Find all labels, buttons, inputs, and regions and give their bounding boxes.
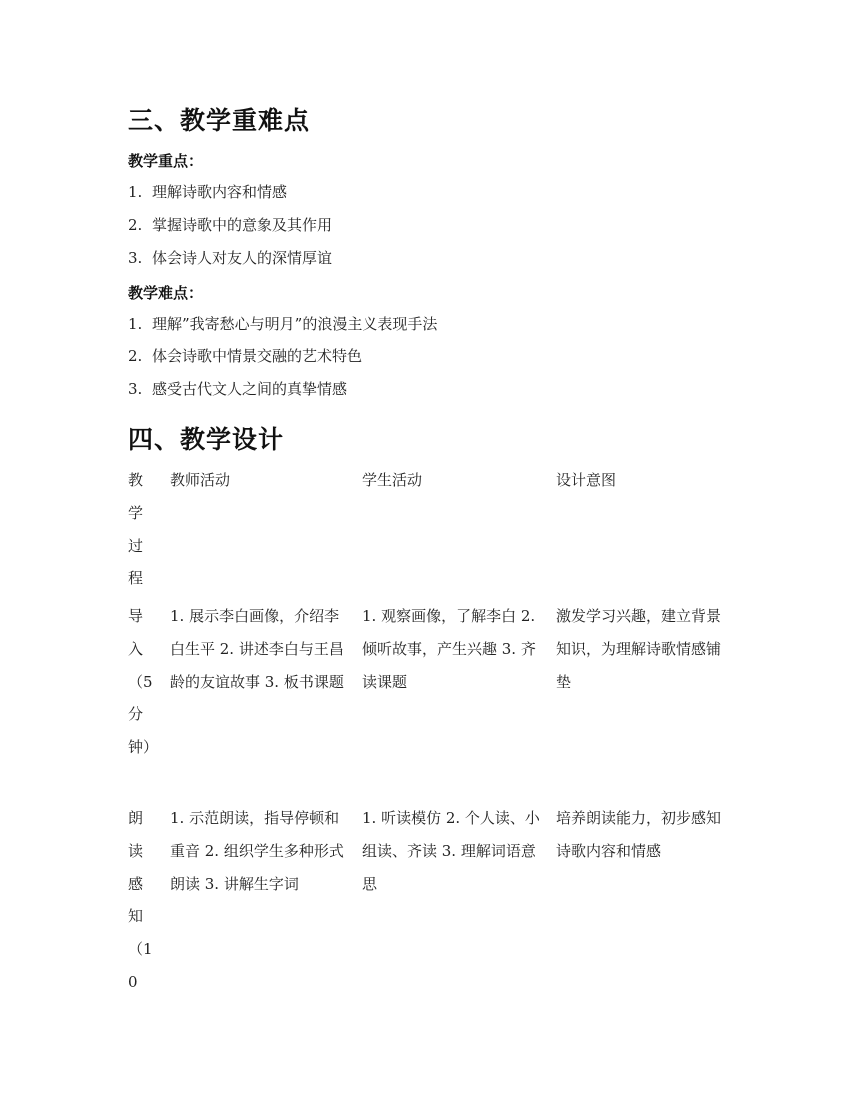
list-item bbox=[128, 182, 287, 202]
list-item-number: 1. bbox=[128, 183, 143, 201]
list-item bbox=[128, 248, 332, 268]
list-item-text: 体会诗人对友人的深情厚谊 bbox=[152, 249, 333, 267]
stage-cell: 朗读感知（10 bbox=[128, 809, 153, 991]
student-activity-cell: 1. 观察画像，了解李白 2. 倾听故事，产生兴趣 3. 齐读课题 bbox=[362, 607, 536, 691]
key-points-label: 教学重点： bbox=[128, 152, 204, 170]
list-item bbox=[128, 314, 437, 334]
column-header-intent: 设计意图 bbox=[556, 471, 617, 489]
list-item-text: 掌握诗歌中的意象及其作用 bbox=[152, 216, 333, 234]
list-item bbox=[128, 215, 332, 235]
section-heading-teaching-design: 四、教学设计 bbox=[128, 425, 285, 454]
list-item-text: 体会诗歌中情景交融的艺术特色 bbox=[152, 347, 363, 365]
stage-cell: 导入（5分钟） bbox=[128, 607, 159, 757]
teacher-activity-cell: 1. 示范朗读，指导停顿和重音 2. 组织学生多种形式朗读 3. 讲解生字词 bbox=[170, 809, 344, 893]
list-item-text: 理解诗歌内容和情感 bbox=[152, 183, 288, 201]
list-item bbox=[128, 379, 347, 399]
column-header-student: 学生活动 bbox=[362, 471, 423, 489]
list-item-number: 3. bbox=[128, 249, 143, 267]
list-item-number: 2. bbox=[128, 347, 143, 365]
teacher-activity-cell: 1. 展示李白画像，介绍李白生平 2. 讲述李白与王昌龄的友谊故事 3. 板书课题 bbox=[170, 607, 344, 691]
section-heading-key-difficult-points: 三、教学重难点 bbox=[128, 106, 311, 135]
list-item-number: 1. bbox=[128, 315, 143, 333]
list-item bbox=[128, 346, 362, 366]
design-intent-cell: 培养朗读能力，初步感知诗歌内容和情感 bbox=[556, 809, 722, 860]
list-item-text: 感受古代文人之间的真挚情感 bbox=[152, 380, 348, 398]
difficulties-label: 教学难点： bbox=[128, 284, 204, 302]
student-activity-cell: 1. 听读模仿 2. 个人读、小组读、齐读 3. 理解词语意思 bbox=[362, 809, 540, 893]
list-item-text: 理解”我寄愁心与明月”的浪漫主义表现手法 bbox=[152, 315, 438, 333]
column-header-stage: 教学过程 bbox=[128, 471, 144, 588]
list-item-number: 2. bbox=[128, 216, 143, 234]
list-item-number: 3. bbox=[128, 380, 143, 398]
design-intent-cell: 激发学习兴趣，建立背景知识，为理解诗歌情感铺垫 bbox=[556, 607, 722, 691]
column-header-teacher: 教师活动 bbox=[170, 471, 231, 489]
